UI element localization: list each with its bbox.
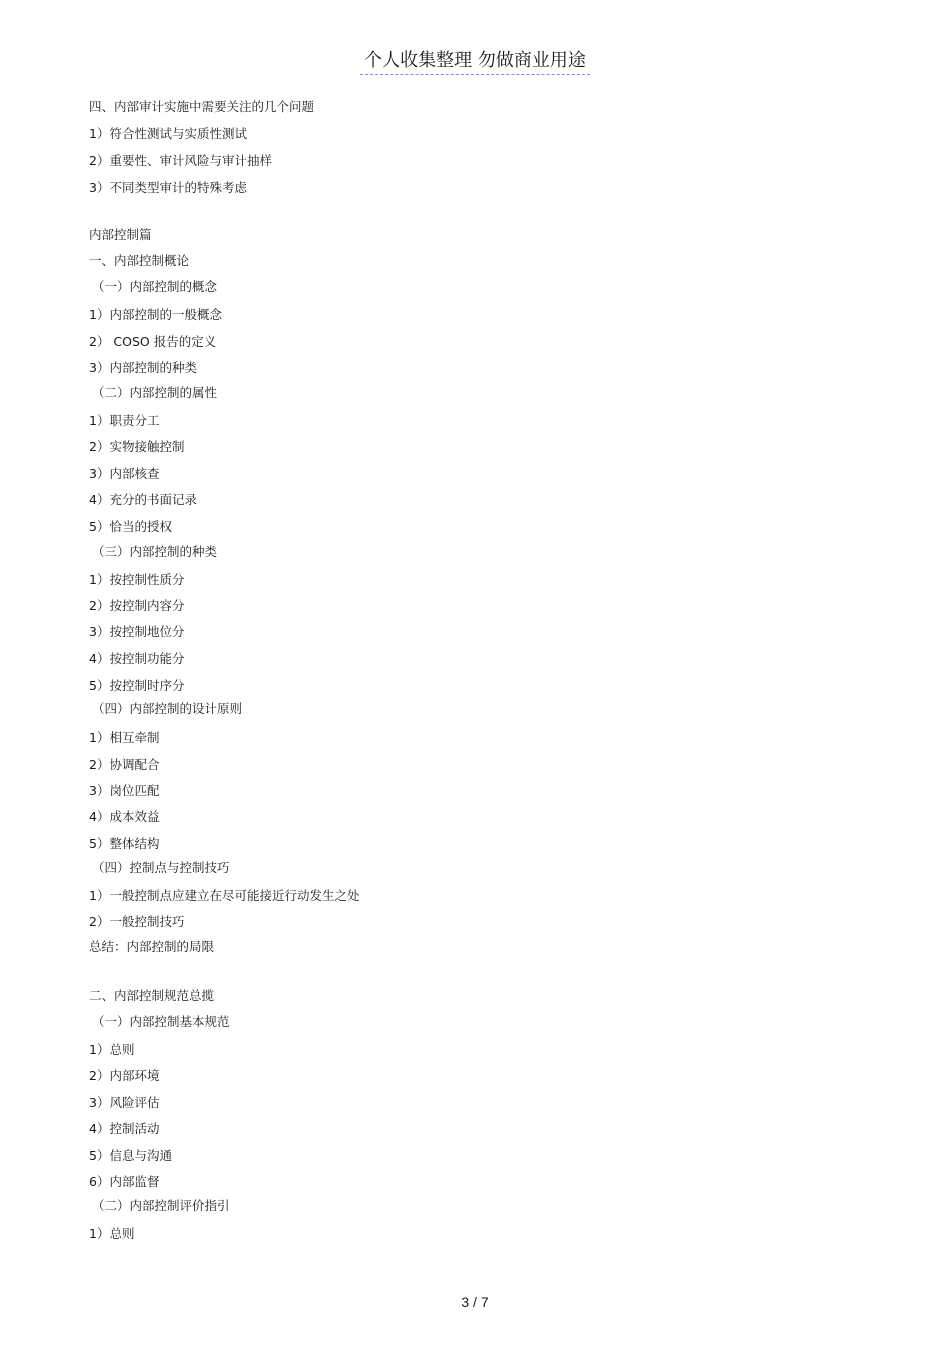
list-item: 2）实物接触控制 — [89, 439, 185, 454]
list-item: 3）内部控制的种类 — [89, 360, 197, 375]
list-item: 3）内部核查 — [89, 466, 160, 481]
list-item: 1）相互牵制 — [89, 730, 160, 745]
subsection-heading: （三）内部控制的种类 — [92, 544, 218, 559]
list-item: 6）内部监督 — [89, 1174, 160, 1189]
subsection-heading: （一）内部控制的概念 — [92, 279, 218, 294]
section-heading: 一、内部控制概论 — [89, 253, 190, 268]
list-item: 3）按控制地位分 — [89, 624, 185, 639]
list-item: 2）一般控制技巧 — [89, 914, 185, 929]
subsection-heading: （二）内部控制评价指引 — [92, 1198, 230, 1213]
subsection-heading: （四）内部控制的设计原则 — [92, 701, 243, 716]
list-item: 4）控制活动 — [89, 1121, 160, 1136]
list-item: 3）不同类型审计的特殊考虑 — [89, 180, 247, 195]
list-item: 4）充分的书面记录 — [89, 492, 197, 507]
list-item: 1）内部控制的一般概念 — [89, 307, 222, 322]
subsection-heading: （四）控制点与控制技巧 — [92, 860, 230, 875]
list-item: 1）职责分工 — [89, 413, 160, 428]
list-item: 1）总则 — [89, 1042, 135, 1057]
list-item: 1）按控制性质分 — [89, 572, 185, 587]
section-heading: 二、内部控制规范总揽 — [89, 988, 215, 1003]
subsection-heading: （二）内部控制的属性 — [92, 385, 218, 400]
list-item: 2）重要性、审计风险与审计抽样 — [89, 153, 272, 168]
list-item: 5）恰当的授权 — [89, 519, 172, 534]
list-item: 2）内部环境 — [89, 1068, 160, 1083]
list-item: 5）整体结构 — [89, 836, 160, 851]
list-item: 3）岗位匹配 — [89, 783, 160, 798]
part-title: 内部控制篇 — [89, 227, 152, 242]
list-item: 1）符合性测试与实质性测试 — [89, 126, 247, 141]
list-item: 2） COSO 报告的定义 — [89, 334, 217, 349]
list-item: 3）风险评估 — [89, 1095, 160, 1110]
list-item: 4）成本效益 — [89, 809, 160, 824]
list-item: 5）信息与沟通 — [89, 1148, 172, 1163]
list-item: 1）一般控制点应建立在尽可能接近行动发生之处 — [89, 888, 360, 903]
list-item: 1）总则 — [89, 1226, 135, 1241]
page-number: 3 / 7 — [461, 1294, 489, 1310]
list-item: 4）按控制功能分 — [89, 651, 185, 666]
summary-line: 总结：内部控制的局限 — [89, 939, 215, 954]
list-item: 2）按控制内容分 — [89, 598, 185, 613]
list-item: 5）按控制时序分 — [89, 678, 185, 693]
section-heading: 四、内部审计实施中需要关注的几个问题 — [89, 99, 315, 114]
list-item: 2）协调配合 — [89, 757, 160, 772]
header-title: 个人收集整理 勿做商业用途 — [360, 46, 590, 75]
subsection-heading: （一）内部控制基本规范 — [92, 1014, 230, 1029]
